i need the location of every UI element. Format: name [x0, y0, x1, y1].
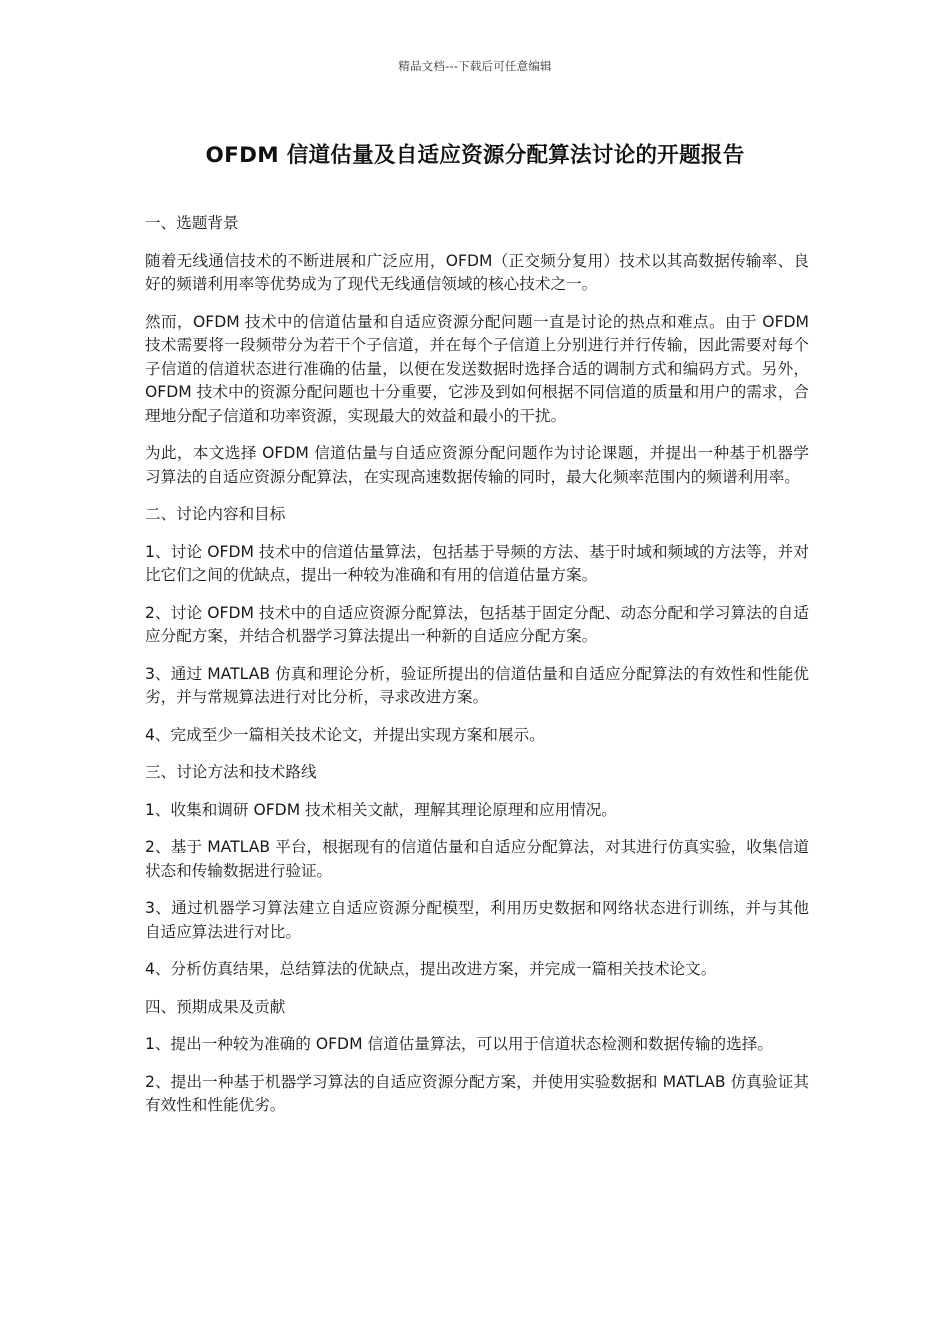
list-item: 3、通过机器学习算法建立自适应资源分配模型，利用历史数据和网络状态进行训练，并与其他自适应算法进行对比。	[145, 899, 809, 941]
section-heading-outcomes: 四、预期成果及贡献	[145, 997, 286, 1016]
list-item: 1、提出一种较为准确的 OFDM 信道估量算法，可以用于信道状态检测和数据传输的选择。	[145, 1035, 773, 1053]
section-heading-background: 一、选题背景	[145, 214, 239, 232]
section-heading-content-goals: 二、讨论内容和目标	[145, 505, 286, 523]
list-item: 1、讨论 OFDM 技术中的信道估量算法，包括基于导频的方法、基于时域和频域的方法等，并对比它们之间的优缺点，提出一种较为准确和有用的信道估量方案。	[145, 542, 809, 584]
list-item: 2、基于 MATLAB 平台，根据现有的信道估量和自适应分配算法，对其进行仿真实验，收集信道状态和传输数据进行验证。	[145, 838, 809, 880]
header-note: 精品文档---下载后可任意编辑	[398, 59, 552, 73]
list-item: 4、完成至少一篇相关技术论文，并提出实现方案和展示。	[145, 725, 545, 744]
paragraph: 为此，本文选择 OFDM 信道估量与自适应资源分配问题作为讨论课题，并提出一种基于机器学习算法的自适应资源分配算法，在实现高速数据传输的同时，最大化频率范围内的频谱利用率。	[145, 444, 809, 486]
list-item: 1、收集和调研 OFDM 技术相关文献，理解其理论原理和应用情况。	[145, 800, 617, 819]
document-title: OFDM 信道估量及自适应资源分配算法讨论的开题报告	[205, 143, 745, 168]
list-item: 3、通过 MATLAB 仿真和理论分析，验证所提出的信道估量和自适应分配算法的有效性和性能优劣，并与常规算法进行对比分析，寻求改进方案。	[145, 664, 809, 706]
list-item: 4、分析仿真结果，总结算法的优缺点，提出改进方案，并完成一篇相关技术论文。	[145, 960, 717, 978]
list-item: 2、提出一种基于机器学习算法的自适应资源分配方案，并使用实验数据和 MATLAB 仿真验证其有效性和性能优劣。	[145, 1072, 809, 1114]
list-item: 2、讨论 OFDM 技术中的自适应资源分配算法，包括基于固定分配、动态分配和学习算法的自适应分配方案，并结合机器学习算法提出一种新的自适应分配方案。	[145, 603, 809, 645]
section-heading-methods: 三、讨论方法和技术路线	[145, 763, 317, 781]
document-body	[145, 212, 809, 1132]
paragraph: 随着无线通信技术的不断进展和广泛应用，OFDM（正交频分复用）技术以其高数据传输率、良好的频谱利用率等优势成为了现代无线通信领域的核心技术之一。	[145, 251, 809, 293]
paragraph: 然而，OFDM 技术中的信道估量和自适应资源分配问题一直是讨论的热点和难点。由于 OFDM 技术需要将一段频带分为若干个子信道，并在每个子信道上分别进行并行传输，因此需要对每个子信道的信道状态进行准确的估量，以便在发送数据时选择合适的调制方式和编码方式。另外，OFDM 技术中的资源分配问题也十分重要，它涉及到如何根据不同信道的质量和用户的需求，合理地分配子信道和功率资源，实现最大的效益和最小的干扰。	[145, 312, 809, 425]
